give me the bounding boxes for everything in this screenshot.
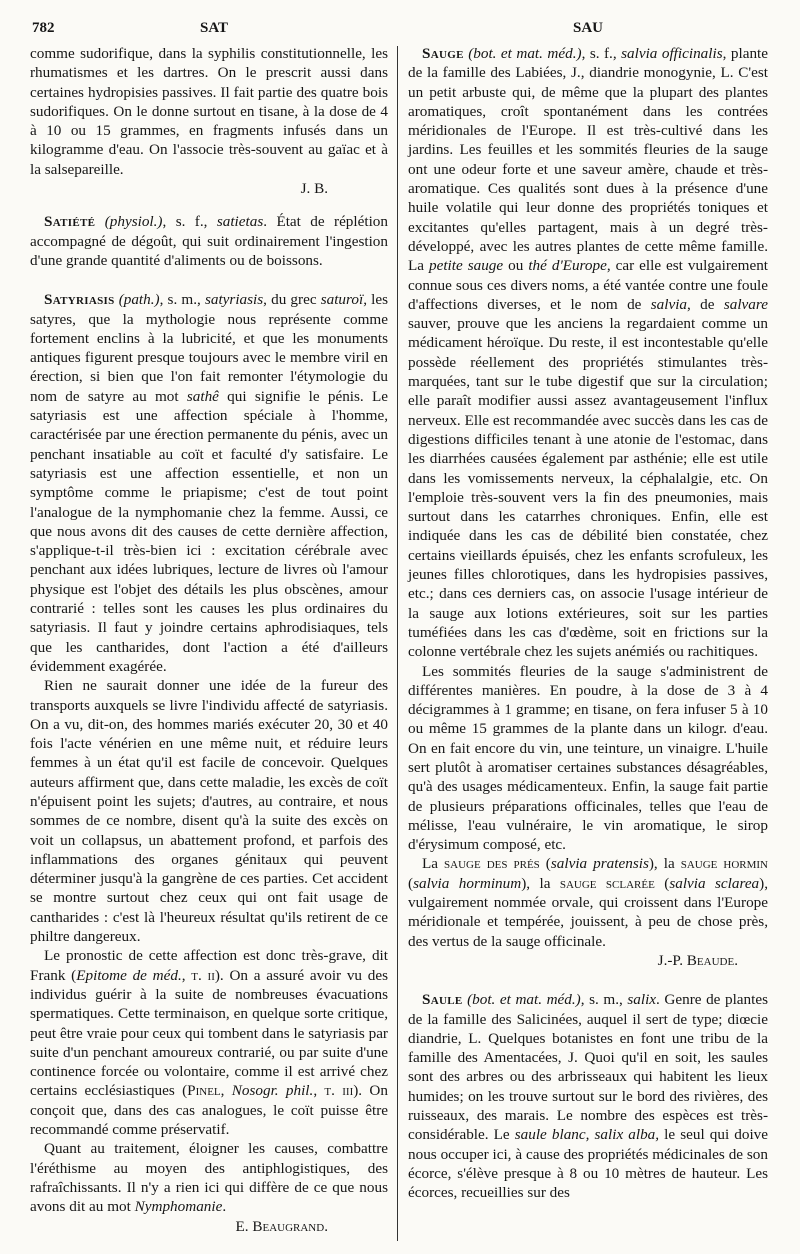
sauge-paragraph-2: Les sommités fleuries de la sauge s'administrent de différentes manières. En poudre, à la dose de 3 à 4 décigrammes à 1 gramme; en tisane, on fera infuser 5 à 10 ou même 15 grammes de la plante dans un kilogr. d'eau. On en fait encore du vin, une teinture, un vinaigre. L'huile sert plutôt à aromatiser certaines substances désagréables, qu'à des usages médicamenteux. Enfin, la sauge fait partie de plusieurs préparations officinales, telles que l'eau de mélisse, l'eau vulnéraire, le vin aromatique, le sirop d'érysimum composé, etc. <box>408 662 768 854</box>
entry-saule: Saule (bot. et mat. méd.), s. m., salix. Genre de plantes de la famille des Salicinées, auquel il sert de type; diœcie diandrie, L. Quelques botanistes en font une tribu de la famille des Amentacées, J. Quoi qu'il en soit, les saules sont des arbres ou des arbrisseaux qui habitent les lieux humides; on les trouve surtout sur le bord des rivières, des ruisseaux, des marais. Le nombre des espèces est très-considérable. Le saule blanc, salix alba, le seul qui doive nous occuper ici, à cause des propriétés médicinales de son écorce, s'élève presque à 8 ou 10 mètres de hauteur. Les écorces, recueillies sur des <box>408 991 768 1202</box>
satyriasis-paragraph-4: Quant au traitement, éloigner les causes, combattre l'éréthisme au moyen des antiphlogistiques, des rafraîchissants. Il n'y a rien ici qui diffère de ce que nous avons dit au mot Nymphomanie. <box>30 1140 388 1216</box>
headword-satyriasis: Satyriasis <box>44 291 115 309</box>
headword-satiete: Satiété <box>44 213 96 231</box>
headword-sauge: Sauge <box>422 45 464 62</box>
continuation-paragraph: comme sudorifique, dans la syphilis constitutionnelle, les rhumatismes et les dartres. On le prescrit aussi dans certaines hydropisies passives. Il fait partie des quatre bois sudorifiques. On le donne surtout en tisane, à la dose de 4 à 10 ou 15 grammes, en fragments infusés dans un kilogramme d'eau. On l'associe très-souvent au gaïac et à la salsepareille. <box>30 45 388 178</box>
satyriasis-paragraph-2: Rien ne saurait donner une idée de la fureur des transports auxquels se livre l'individu affecté de satyriasis. On a vu, dit-on, des hommes mariés exécuter 20, 30 et 40 fois l'acte vénérien en une même nuit, et réduire leurs femmes à un état qu'il est facile de concevoir. Quelques auteurs affirment que, dans cette maladie, les excès de coït n'épuisent point les sujets; d'autres, au contraire, et nous sommes de ce nombre, disent qu'à la suite des excès on voit un collapsus, un abattement profond, et parfois des inflammations des organes génitaux qui peuvent déterminer jusqu'à la gangrène de ces parties. Cet accident se montre surtout chez ceux qui ont fait usage de cantharides : c'est là l'heureux résultat qu'ils retirent de ce philtre dangereux. <box>30 677 388 946</box>
entry-sauge: Sauge (bot. et mat. méd.), s. f., salvia officinalis, plante de la famille des Labiées, J., diandrie monogynie, L. C'est un petit arbuste qui, de même que la plupart des plantes aromatiques, croît spontanément dans les contrées méridionales de l'Europe. Il est très-cultivé dans les jardins. Les feuilles et les sommités fleuries de la sauge ont une odeur forte et une saveur amère, chaude et très-aromatique. Ces qualités sont dues à la présence d'une huile volatile qui leur donne des propriétés toniques et excitantes qu'elles partagent, mais à un degré très-développé, avec les autres plantes de cette même famille. La petite sauge ou thé d'Europe, car elle est vulgairement connue sous ces divers noms, a été vantée contre une foule d'affections diverses, et le nom de salvia, de salvare sauver, prouve que les anciens la regardaient comme un médicament héroïque. Du reste, il est incontestable qu'elle possède réellement des propriétés stimulantes très-marquées, tant sur le tube digestif que sur la circulation; elle paraît modifier aussi assez avantageusement l'influx nerveux. Elle est recommandée avec succès dans les cas de digestions difficiles tenant à une atonie de l'estomac, dans les diarrhées causées également par asthénie; elle est utile dans les vomissements nerveux, la céphalalgie, etc. On l'emploie très-souvent vers la fin des pneumonies, mais surtout dans les catarrhes chroniques. Enfin, elle est indiquée dans les cas de débilité bien constatée, chez certains vieillards épuisés, chez les enfants scrofuleux, les jeunes filles chlorotiques, dans les hydropisies passives, etc.; dans ces derniers cas, on associe l'usage intérieur de la sauge aux lotions extérieures, soit sur les parties tuméfiées dans les cas d'œdème, soit en frictions sur la colonne vertébrale chez les sujets anémiés ou rachitiques. <box>408 45 769 661</box>
continuation-signature: J. B. <box>300 180 328 198</box>
page-number: 782 <box>32 20 55 36</box>
entry-satyriasis: Satyriasis (path.), s. m., satyriasis, du grec saturoï, les satyres, que la mythologie nous représente comme fortement enclins à la lubricité, et que les monuments antiques figurent presque toujours avec le membre viril en érection, si bien que l'on fait remonter l'étymologie du nom de satyre au mot sathê qui signifie le pénis. Le satyriasis est une affection spéciale à l'homme, caractérisée par une érection permanente du pénis, avec un penchant insatiable au coït et faculté d'y satisfaire. Le satyriasis est une affection essentielle, et non un symptôme comme le priapisme; c'est de tout point l'analogue de la nymphomanie chez la femme. Aussi, ce que nous avons dit des causes de cette dernière affection, s'applique-t-il très-bien ici : excitation cérébrale avec penchant aux idées lubriques, lecture de livres où l'amour physique est l'objet des détails les plus obscènes, amour contrarié : telles sont les causes les plus ordinaires du satyriasis. Il faut y joindre certains aphrodisiaques, tels que les cantharides, dont l'action a été d'ailleurs évidemment exagérée. <box>30 291 389 675</box>
sauge-signature: J.-P. Beaude. <box>657 951 738 969</box>
satyriasis-paragraph-3: Le pronostic de cette affection est donc très-grave, dit Frank (Epitome de méd., t. ii). On a assuré avoir vu des individus guérir à la suite de nombreuses évacuations spermatiques. Cette terminaison, en quelque sorte critique, peut être vraie pour ceux qui tombent dans le satyriasis par suite d'un penchant amoureux contrarié, ou par suite d'une continence forcée ou volontaire, comme il est arrivé chez certains ecclésiastiques (Pinel, Nosogr. phil., t. iii). On conçoit que, dans des cas analogues, le coït puisse être recommandé comme préservatif. <box>30 947 389 1139</box>
satyriasis-signature: E. Beaugrand. <box>235 1217 328 1235</box>
left-running-head: SAT <box>200 20 229 36</box>
sauge-paragraph-3: La sauge des prés (salvia pratensis), la sauge hormin (salvia horminum), la sauge sclarée (salvia sclarea), vulgairement nommée orvale, qui croissent dans l'Europe méridionale et tempérée, jouissent, à peu de chose près, des vertus de la sauge officinale. <box>408 855 769 950</box>
right-column <box>408 44 768 1203</box>
column-divider <box>397 46 398 1241</box>
headword-saule: Saule <box>422 991 463 1009</box>
left-column <box>30 44 388 1236</box>
right-running-head: SAU <box>573 20 604 36</box>
page-header <box>0 18 800 40</box>
entry-satiete: Satiété (physiol.), s. f., satietas. État de réplétion accompagné de dégoût, qui suit ordinairement l'ingestion d'une grande quantité d'aliments ou de boissons. <box>30 213 388 269</box>
